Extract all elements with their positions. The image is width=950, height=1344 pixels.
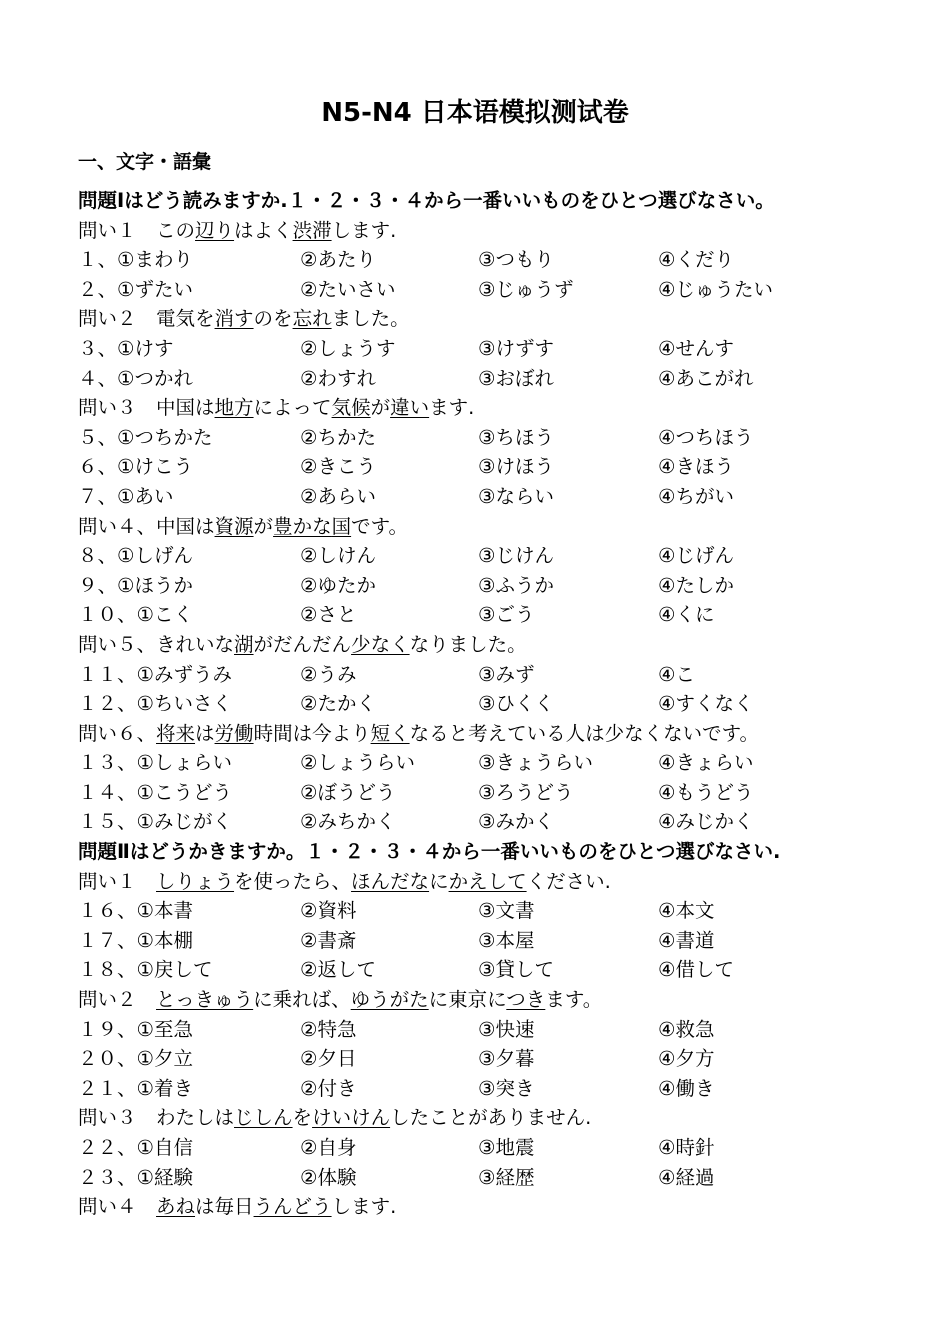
answer-options-row xyxy=(78,1015,888,1045)
answer-option: ③けほう xyxy=(478,455,554,479)
answer-option: １８、①戻して xyxy=(78,958,213,982)
answer-option: ②たかく xyxy=(300,692,376,716)
underlined-word: かえして xyxy=(448,869,527,893)
answer-option: ④きほう xyxy=(658,455,734,479)
answer-options-row xyxy=(78,689,888,719)
answer-option: ④夕方 xyxy=(658,1047,715,1071)
question-label: 問い１ xyxy=(78,218,157,242)
answer-option: ③夕暮 xyxy=(478,1047,535,1071)
question-label: 問い４、 xyxy=(78,514,157,538)
question-stem xyxy=(78,512,888,542)
answer-options-row xyxy=(78,364,888,394)
answer-option: ④こ xyxy=(658,662,695,686)
underlined-word: 地方 xyxy=(214,396,254,420)
question-text: が xyxy=(253,514,274,538)
answer-option: ②体験 xyxy=(300,1165,357,1189)
question-text: 中国は xyxy=(156,396,215,420)
question-stem xyxy=(78,867,888,897)
answer-option: ③地震 xyxy=(478,1136,535,1159)
question-text: します. xyxy=(331,1195,397,1219)
question-text: は毎日 xyxy=(195,1195,254,1219)
question-stem xyxy=(78,1192,888,1222)
underlined-word: 渋滞 xyxy=(292,218,332,242)
answer-option: ④あこがれ xyxy=(658,366,754,390)
answer-option: ６、①けこう xyxy=(78,455,193,479)
answer-option: ③けずす xyxy=(478,336,554,360)
question-list xyxy=(78,186,888,1222)
answer-option: ②しけん xyxy=(300,544,376,568)
question-text: を使ったら、 xyxy=(234,869,352,893)
question-stem xyxy=(78,216,888,246)
answer-option: ５、①つちかた xyxy=(78,425,213,449)
question-text: なりました。 xyxy=(409,632,527,656)
answer-option: ④じゅうたい xyxy=(658,277,773,301)
question-text: ください. xyxy=(526,869,611,893)
answer-option: ②資料 xyxy=(300,899,357,923)
underlined-word: ゆうがた xyxy=(350,988,429,1012)
answer-option: ④みじかく xyxy=(658,810,754,834)
answer-option: ③じゅうず xyxy=(478,277,574,301)
answer-option: ④もうどう xyxy=(658,780,754,804)
answer-options-row xyxy=(78,1044,888,1074)
underlined-word: 辺り xyxy=(195,218,235,242)
answer-option: ③ならい xyxy=(478,484,554,508)
underlined-word: 資源 xyxy=(214,514,254,538)
question-label: 問い２ xyxy=(78,988,157,1012)
answer-option: ④働き xyxy=(658,1076,715,1100)
question-text: によって xyxy=(253,396,332,420)
underlined-word: とっきゅう xyxy=(156,988,254,1012)
document-title: N5-N4 日本语模拟测试卷 xyxy=(321,98,629,128)
answer-options-row xyxy=(78,1133,888,1163)
answer-options-row xyxy=(78,748,888,778)
answer-option: ④くに xyxy=(658,603,715,627)
answer-options-row xyxy=(78,245,888,275)
answer-option: ②しょうす xyxy=(300,336,396,360)
answer-option: ３、①けす xyxy=(78,336,174,360)
answer-options-row xyxy=(78,571,888,601)
answer-option: ③ひくく xyxy=(478,692,554,716)
question-text: なると考えている人は少なくないです。 xyxy=(409,721,760,745)
answer-option: ④救急 xyxy=(658,1017,715,1041)
answer-option: ②ちかた xyxy=(300,425,376,449)
answer-option: ②ぼうどう xyxy=(300,780,396,804)
answer-options-row xyxy=(78,600,888,630)
answer-option: ④せんす xyxy=(658,336,734,360)
question-label: 問い３ xyxy=(78,1106,157,1130)
question-text: はよく xyxy=(234,218,293,242)
answer-option: １４、①こうどう xyxy=(78,780,232,804)
answer-option: ２０、①夕立 xyxy=(78,1047,193,1071)
answer-option: ②返して xyxy=(300,958,376,982)
answer-option: ②ゆたか xyxy=(300,573,376,597)
question-text: 電気を xyxy=(156,307,215,331)
underlined-word: 少なく xyxy=(351,632,410,656)
answer-options-row xyxy=(78,452,888,482)
answer-option: ③文書 xyxy=(478,899,535,923)
answer-option: ④本文 xyxy=(658,899,715,923)
answer-option: ②うみ xyxy=(300,662,357,686)
underlined-word: 違い xyxy=(390,396,430,420)
underlined-word: ほんだな xyxy=(351,869,430,893)
answer-option: １１、①みずうみ xyxy=(78,662,232,686)
question-stem xyxy=(78,985,888,1015)
answer-option: ③みかく xyxy=(478,810,554,834)
underlined-word: つき xyxy=(506,988,546,1012)
answer-option: ②わすれ xyxy=(300,366,376,390)
answer-option: ２２、①自信 xyxy=(78,1136,193,1159)
question-text: 時間は今より xyxy=(253,721,371,745)
answer-option: ４、①つかれ xyxy=(78,366,193,390)
answer-option: １５、①みじがく xyxy=(78,810,232,834)
answer-option: ８、①しげん xyxy=(78,544,193,568)
question-text: したことがありません. xyxy=(390,1106,592,1130)
question-label: 問い１ xyxy=(78,869,157,893)
answer-option: ②書斎 xyxy=(300,928,357,952)
answer-option: ③みず xyxy=(478,662,535,686)
underlined-word: 短く xyxy=(370,721,410,745)
answer-options-row xyxy=(78,807,888,837)
answer-options-row xyxy=(78,955,888,985)
answer-option: ②夕日 xyxy=(300,1047,357,1071)
question-label: 問い６、 xyxy=(78,721,157,745)
question-text: のを xyxy=(253,307,293,331)
question-text: この xyxy=(156,218,196,242)
answer-option: ③快速 xyxy=(478,1017,535,1041)
answer-option: ④きょらい xyxy=(658,751,754,775)
answer-option: ２１、①着き xyxy=(78,1076,193,1100)
answer-option: ②付き xyxy=(300,1076,357,1100)
question-text: に東京に xyxy=(428,988,507,1012)
answer-options-row xyxy=(78,926,888,956)
question-text: が xyxy=(370,396,391,420)
question-text: がだんだん xyxy=(253,632,352,656)
underlined-word: けいけん xyxy=(312,1106,391,1130)
answer-option: ④じげん xyxy=(658,544,734,568)
instruction-text: 問題Ⅱはどうかきますか。１・２・３・４から一番いいものをひとつ選びなさい. xyxy=(78,840,781,864)
underlined-word: しりょう xyxy=(156,869,235,893)
answer-options-row xyxy=(78,778,888,808)
answer-option: ③ふうか xyxy=(478,573,554,597)
answer-options-row xyxy=(78,334,888,364)
answer-option: １２、①ちいさく xyxy=(78,692,232,716)
underlined-word: あね xyxy=(156,1195,196,1219)
answer-options-row xyxy=(78,482,888,512)
answer-option: ２３、①経験 xyxy=(78,1165,193,1189)
answer-option: ③本屋 xyxy=(478,928,535,952)
answer-option: ③経歴 xyxy=(478,1165,535,1189)
answer-option: ③貸して xyxy=(478,958,554,982)
answer-options-row xyxy=(78,660,888,690)
answer-option: ③きょうらい xyxy=(478,751,593,775)
question-stem xyxy=(78,630,888,660)
answer-option: ②あたり xyxy=(300,248,376,272)
answer-options-row xyxy=(78,1074,888,1104)
answer-option: ②さと xyxy=(300,603,357,627)
underlined-word: 消す xyxy=(214,307,254,331)
instruction-text: 問題Ⅰはどう読みますか.１・２・３・４から一番いいものをひとつ選びなさい。 xyxy=(78,189,775,212)
question-label: 問い５、 xyxy=(78,632,157,656)
question-stem xyxy=(78,393,888,423)
answer-option: ④借して xyxy=(658,958,734,982)
question-stem xyxy=(78,719,888,749)
underlined-word: 労働 xyxy=(214,721,254,745)
answer-option: ②きこう xyxy=(300,455,376,479)
question-text: わたしは xyxy=(156,1106,235,1130)
answer-options-row xyxy=(78,1163,888,1193)
question-text: ました。 xyxy=(331,307,410,331)
section-heading: 一、文字・語彙 xyxy=(78,151,212,173)
answer-option: ②みちかく xyxy=(300,810,396,834)
answer-option: ④書道 xyxy=(658,928,715,952)
answer-options-row xyxy=(78,541,888,571)
answer-option: ③ちほう xyxy=(478,425,554,449)
answer-option: ７、①あい xyxy=(78,484,174,508)
question-label: 問い２ xyxy=(78,307,157,331)
question-stem xyxy=(78,1103,888,1133)
answer-option: １０、①こく xyxy=(78,603,193,627)
answer-option: ④ちがい xyxy=(658,484,734,508)
answer-option: ③ごう xyxy=(478,603,535,627)
question-text: ます. xyxy=(429,396,475,420)
answer-option: １６、①本書 xyxy=(78,899,193,923)
question-text: に xyxy=(429,869,449,893)
underlined-word: 将来 xyxy=(156,721,196,745)
question-stem xyxy=(78,304,888,334)
underlined-word: 忘れ xyxy=(292,307,332,331)
underlined-word: 気候 xyxy=(331,396,371,420)
question-text: です。 xyxy=(351,514,409,538)
answer-option: ②あらい xyxy=(300,484,376,508)
answer-option: ９、①ほうか xyxy=(78,573,193,597)
answer-option: ②特急 xyxy=(300,1017,357,1041)
answer-option: ③ろうどう xyxy=(478,780,574,804)
underlined-word: 湖 xyxy=(234,632,254,656)
question-text: に乗れば、 xyxy=(253,988,351,1012)
question-text: します. xyxy=(331,218,397,242)
question-label: 問い４ xyxy=(78,1195,157,1219)
answer-option: ③突き xyxy=(478,1076,535,1100)
underlined-word: 豊かな xyxy=(273,514,332,538)
answer-option: ④経過 xyxy=(658,1165,715,1189)
answer-option: ②しょうらい xyxy=(300,751,415,775)
answer-option: ③じけん xyxy=(478,544,554,568)
question-text: ます。 xyxy=(545,988,603,1012)
question-text: きれいな xyxy=(156,632,235,656)
underlined-word: うんどう xyxy=(253,1195,332,1219)
answer-option: ④つちほう xyxy=(658,425,754,449)
answer-option: ②たいさい xyxy=(300,277,396,301)
answer-option: １、①まわり xyxy=(78,248,193,272)
underlined-word: 国 xyxy=(331,514,352,538)
answer-option: ③おぼれ xyxy=(478,366,554,390)
answer-options-row xyxy=(78,896,888,926)
answer-option: １３、①しょらい xyxy=(78,751,232,775)
answer-options-row xyxy=(78,275,888,305)
answer-option: ④時針 xyxy=(658,1136,715,1159)
question-text: は xyxy=(195,721,215,745)
answer-option: ④すくなく xyxy=(658,692,754,716)
answer-option: ②自身 xyxy=(300,1136,357,1159)
question-label: 問い３ xyxy=(78,396,157,420)
answer-option: ④たしか xyxy=(658,573,734,597)
question-text: を xyxy=(292,1106,313,1130)
answer-option: １９、①至急 xyxy=(78,1017,193,1041)
answer-option: １７、①本棚 xyxy=(78,928,193,952)
answer-options-row xyxy=(78,423,888,453)
answer-option: ④くだり xyxy=(658,248,734,272)
question-text: 中国は xyxy=(156,514,215,538)
answer-option: ２、①ずたい xyxy=(78,277,193,301)
underlined-word: じしん xyxy=(234,1106,293,1130)
answer-option: ③つもり xyxy=(478,248,554,272)
